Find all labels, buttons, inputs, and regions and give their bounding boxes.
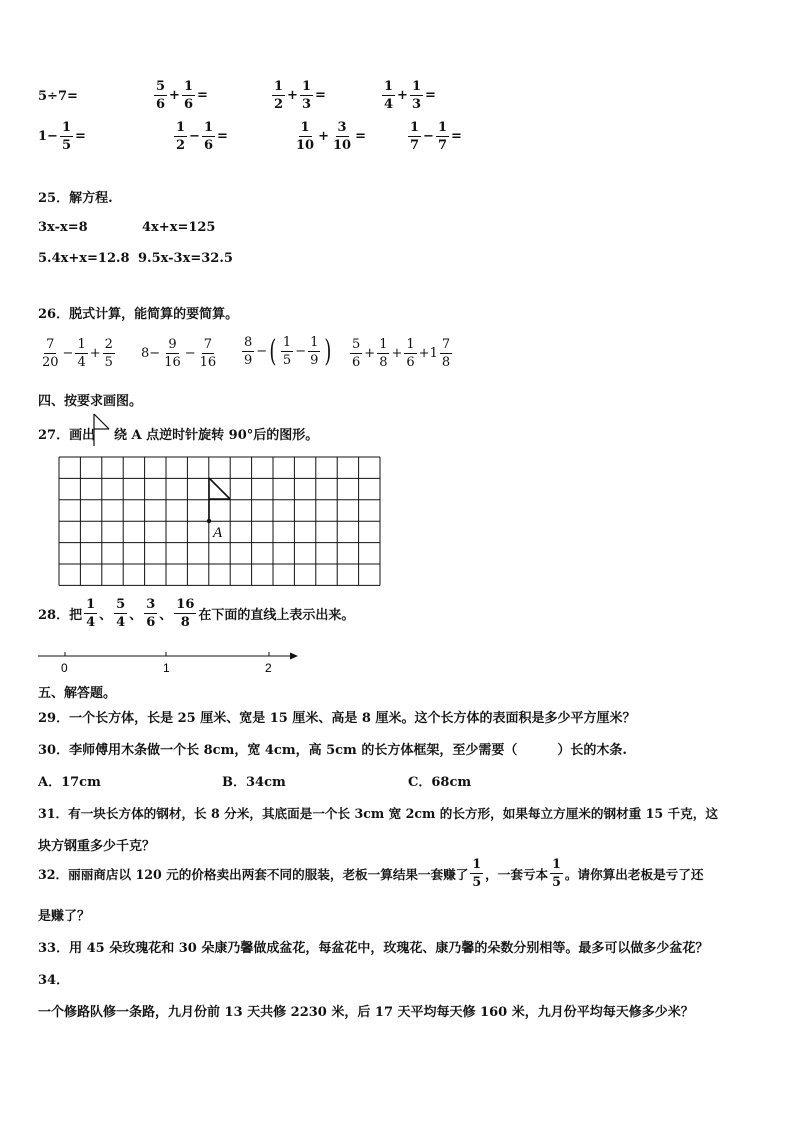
q30-option-b: B．34cm [222,775,286,790]
number-line [38,646,300,676]
section5-heading: 五、解答题。 [38,686,117,701]
q28-line: 28．把 $\frac{1}{4}$ 、 $\frac{5}{4}$ 、 $\frac{3}{6}$ 、 $\frac{16}{8}$ 在下面的直线上表示出来。 [38,597,355,630]
q27-prefix: 27．画出 [38,428,96,443]
q25-eq4: 9.5x-3x=32.5 [138,251,233,266]
q31-line2: 块方钢重多少千克？ [38,839,156,854]
tick-label-2: 2 [265,661,272,675]
point-a-label: A [213,525,223,541]
q32-line2: 是赚了？ [38,909,91,924]
grid-lines [59,457,380,585]
q26-expr1: $\frac{7}{20}$ − $\frac{1}{4}$ + $\frac{2}{5}$ [42,337,113,370]
calc-row2-item1: 1 − $\frac{1}{5}$ = [38,120,86,153]
calc-row1-item3: $\frac{1}{2}$ + $\frac{1}{3}$ = [274,79,326,112]
q27-suffix: 绕 A 点逆时针旋转 90°后的图形。 [114,428,319,443]
calc-row1-item4: $\frac{1}{4}$ + $\frac{1}{3}$ = [384,79,436,112]
q26-expr3: $\frac{8}{9}$ − ( $\frac{1}{5}$ − $\frac{1}{9}$ ) [244,333,332,369]
calc-row2-item4: $\frac{1}{7}$ − $\frac{1}{7}$ = [410,120,462,153]
calc-row1-item1: 5÷7= [38,89,78,104]
rotation-grid [58,456,384,590]
point-a [207,519,211,523]
q25-eq3: 5.4x+x=12.8 [38,251,130,266]
calc-row2-item3: $\frac{1}{10}$ + $\frac{3}{10}$ = [296,120,366,153]
q34-number: 34． [38,973,70,988]
q34-text: 一个修路队修一条路，九月份前 13 天共修 2230 米，后 17 天平均每天修 160 米，九月份平均每天修多少米？ [38,1005,694,1020]
small-flag-shape-icon [92,412,114,448]
q26-title: 26．脱式计算，能简算的要简算。 [38,307,239,322]
calc-row1-item2: $\frac{5}{6}$ + $\frac{1}{6}$ = [156,79,208,112]
q30-option-a: A．17cm [38,775,101,790]
tick-label-1: 1 [163,661,170,675]
flag-figure [209,478,230,521]
q26-expr2: 8 − $\frac{9}{16}$ − $\frac{7}{16}$ [141,337,217,370]
q25-eq1: 3x-x=8 [38,220,88,235]
q32-line1: 32．丽丽商店以 120 元的价格卖出两套不同的服装，老板一算结果一套赚了 $\frac{1}{5}$ ，一套亏本 $\frac{1}{5}$ 。请你算出老板是亏了还 [38,856,704,889]
q29-text: 29．一个长方体，长是 25 厘米、宽是 15 厘米、高是 8 厘米。这个长方体的表面积是多少平方厘米？ [38,711,636,726]
q30-option-c: C．68cm [408,775,472,790]
q25-title: 25．解方程. [38,191,113,206]
q30-text: 30．李师傅用木条做一个长 8cm，宽 4cm，高 5cm 的长方体框架，至少需要（ ）长的木条. [38,743,627,758]
q31-line1: 31．有一块长方体的钢材，长 8 分米，其底面是一个长 3cm 宽 2cm 的长方形，如果每立方厘米的钢材重 15 千克，这 [38,806,718,821]
q26-expr4: $\frac{5}{6}$ + $\frac{1}{8}$ + $\frac{1}{6}$ + 1 $\frac{7}{8}$ [352,337,451,370]
section4-heading: 四、按要求画图。 [38,394,143,409]
q25-eq2: 4x+x=125 [142,220,216,235]
calc-row2-item2: $\frac{1}{2}$ − $\frac{1}{6}$ = [176,120,228,153]
tick-label-0: 0 [61,661,68,675]
q33-text: 33．用 45 朵玫瑰花和 30 朵康乃馨做成盆花，每盆花中，玫瑰花、康乃馨的朵数分别相等。最多可以做多少盆花？ [38,941,709,956]
